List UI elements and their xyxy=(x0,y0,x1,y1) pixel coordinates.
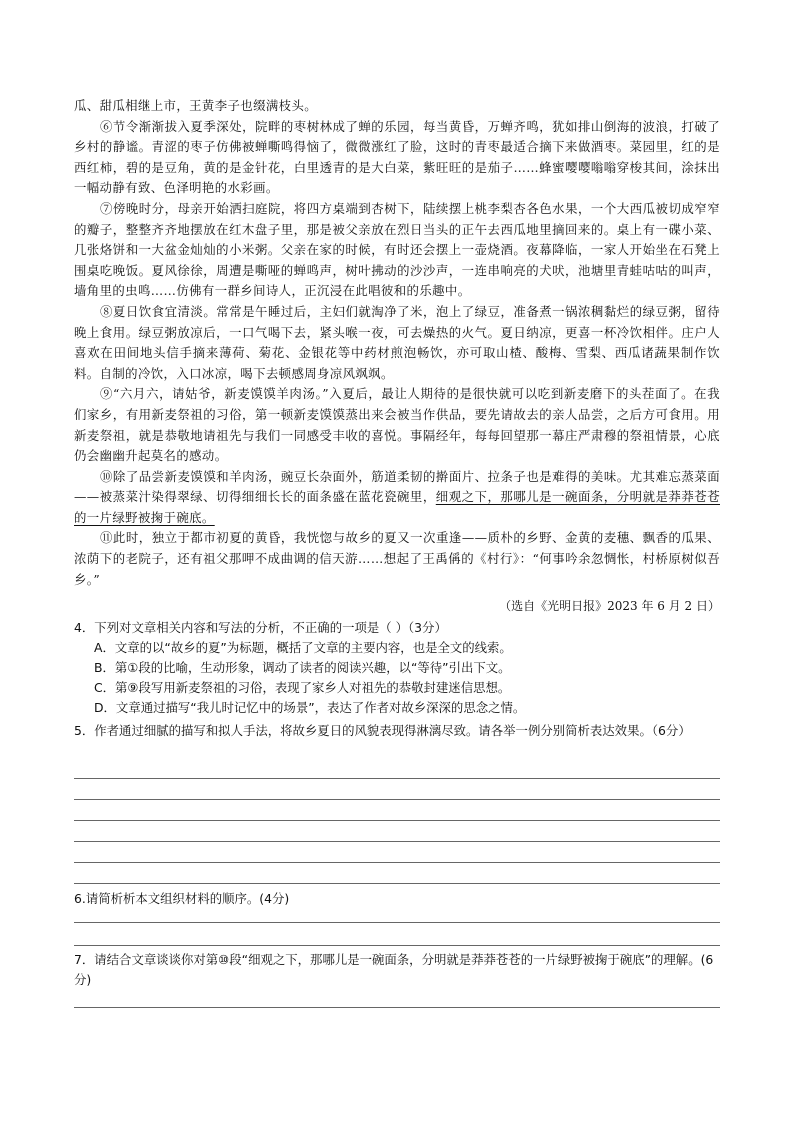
answer-line[interactable] xyxy=(74,841,720,842)
source-citation: （选自《光明日报》2023 年 6 月 2 日） xyxy=(499,599,720,613)
question-6-stem: 6.请简析析本文组织材料的顺序。(4分) xyxy=(74,891,290,906)
answer-line[interactable] xyxy=(74,820,720,821)
passage-paragraph-10 xyxy=(74,467,720,529)
question-5 xyxy=(74,721,724,741)
answer-line[interactable] xyxy=(74,778,720,779)
question-7 xyxy=(74,950,724,990)
passage-paragraph-continuation: 瓜、甜瓜相继上市，王黄李子也缀满枝头。 xyxy=(74,98,318,113)
question-4-option-d: D．文章通过描写“我儿时记忆中的场景”，表达了作者对故乡深深的思念之情。 xyxy=(94,700,526,715)
question-5-stem: 5．作者通过细腻的描写和拟人手法，将故乡夏日的风貌表现得淋漓尽致。请各举一例分别简析表达效果。（6分） xyxy=(74,723,691,738)
underlined-sentence: 细观之下，那哪儿是一碗面条，分明就是莽莽苍苍的一片绿野被掬于碗底。 xyxy=(74,489,720,525)
answer-line[interactable] xyxy=(74,799,720,800)
question-4 xyxy=(74,618,724,718)
question-7-stem: 7．请结合文章谈谈你对第⑩段“细观之下，那哪儿是一碗面条，分明就是莽莽苍苍的一片绿野被掬于碗底”的理解。(6分) xyxy=(74,952,714,987)
answer-line[interactable] xyxy=(74,945,720,946)
answer-line[interactable] xyxy=(74,1007,720,1008)
answer-line[interactable] xyxy=(74,922,720,923)
passage-paragraph-11: ⑪此时，独立于都市初夏的黄昏，我恍惚与故乡的夏又一次重逢——质朴的乡野、金黄的麦穗、飘香的瓜果、浓荫下的老院子，还有祖父那呷不成曲调的信天游……想起了王禹偁的《村行》：“何事吟余忽惆怅，村桥原树似吾乡。” xyxy=(74,530,720,587)
reading-passage xyxy=(74,96,720,590)
answer-line[interactable] xyxy=(74,862,720,863)
passage-paragraph-9: ⑨“六月六，请姑爷，新麦馍馍羊肉汤。”入夏后，最让人期待的是很快就可以吃到新麦磨下的头茬面了。在我们家乡，有用新麦祭祖的习俗，第一顿新麦馍馍蒸出来会被当作供品，要先请故去的亲人品尝，之后方可食用。用新麦祭祖，就是恭敬地请祖先与我们一同感受丰收的喜悦。事隔经年，每每回望那一幕庄严肃穆的祭祖情景，心底仍会幽幽升起莫名的感动。 xyxy=(74,386,720,464)
passage-paragraph-7: ⑦傍晚时分，母亲开始洒扫庭院，将四方桌端到杏树下，陆续摆上桃李梨杏各色水果，一个大西瓜被切成窄窄的瓣子，整整齐齐地摆放在红木盘子里，那是被父亲放在烈日当头的正午去西瓜地里摘回来的。桌上有一碟小菜、几张烙饼和一大盆金灿灿的小米粥。父亲在家的时候，有时还会摆上一壶烧酒。夜幕降临，一家人开始坐在石凳上围桌吃晚饭。夏风徐徐，周遭是嘶哑的蝉鸣声，树叶拂动的沙沙声，一连串响亮的犬吠，池塘里青蛙咕咕的叫声，墙角里的虫鸣……仿佛有一群乡间诗人，正沉浸在此唱彼和的乐趣中。 xyxy=(74,200,720,299)
answer-line[interactable] xyxy=(74,883,720,884)
question-4-option-c: C．第⑨段写用新麦祭祖的习俗，表现了家乡人对祖先的恭敬封建迷信思想。 xyxy=(94,680,511,695)
question-4-stem: 4．下列对文章相关内容和写法的分析，不正确的一项是（ ）（3分） xyxy=(74,620,447,635)
paragraph-10-text: ⑩除了品尝新麦馍馍和羊肉汤，豌豆长杂面外，筋道柔韧的擀面片、拉条子也是难得的美味。尤其难忘蒸菜面——被蒸菜汁染得翠绿、切得细细长长的面条盛在蓝花瓷碗里， xyxy=(74,468,720,505)
passage-paragraph-8: ⑧夏日饮食宜清淡。常常是午睡过后，主妇们就淘净了米，泡上了绿豆，准备煮一锅浓稠黏烂的绿豆粥，留待晚上食用。绿豆粥放凉后，一口气喝下去，紧头喉一夜，可去燥热的火气。夏日纳凉，更喜一杯冷饮相伴。庄户人喜欢在田间地头信手摘来薄荷、菊花、金银花等中药材煎泡畅饮，亦可取山楂、酸梅、雪梨、西瓜诸蔬果制作饮料。自制的冷饮，入口冰凉，喝下去顿感周身凉风飒飒。 xyxy=(74,303,720,381)
question-4-option-a: A．文章的以“故乡的夏”为标题，概括了文章的主要内容，也是全文的线索。 xyxy=(94,640,512,655)
passage-paragraph-6: ⑥节令渐渐拔入夏季深处，院畔的枣树林成了蝉的乐园，每当黄昏，万蝉齐鸣，犹如排山倒海的波浪，打破了乡村的静谧。青涩的枣子仿佛被蝉嘶鸣得恼了，微微涨红了脸，这时的青枣最适合摘下来做酒枣。菜园里，红的是西红柿，碧的是豆角，黄的是金针花，白里透青的是大白菜，紫旺旺的是茄子……蜂蜜嘤嘤嗡嗡穿梭其间，涂抹出一幅动静有致、色泽明艳的水彩画。 xyxy=(74,118,720,196)
question-6 xyxy=(74,889,724,909)
question-4-option-b: B．第①段的比喻，生动形象，调动了读者的阅读兴趣，以“等待”引出下文。 xyxy=(94,660,511,675)
